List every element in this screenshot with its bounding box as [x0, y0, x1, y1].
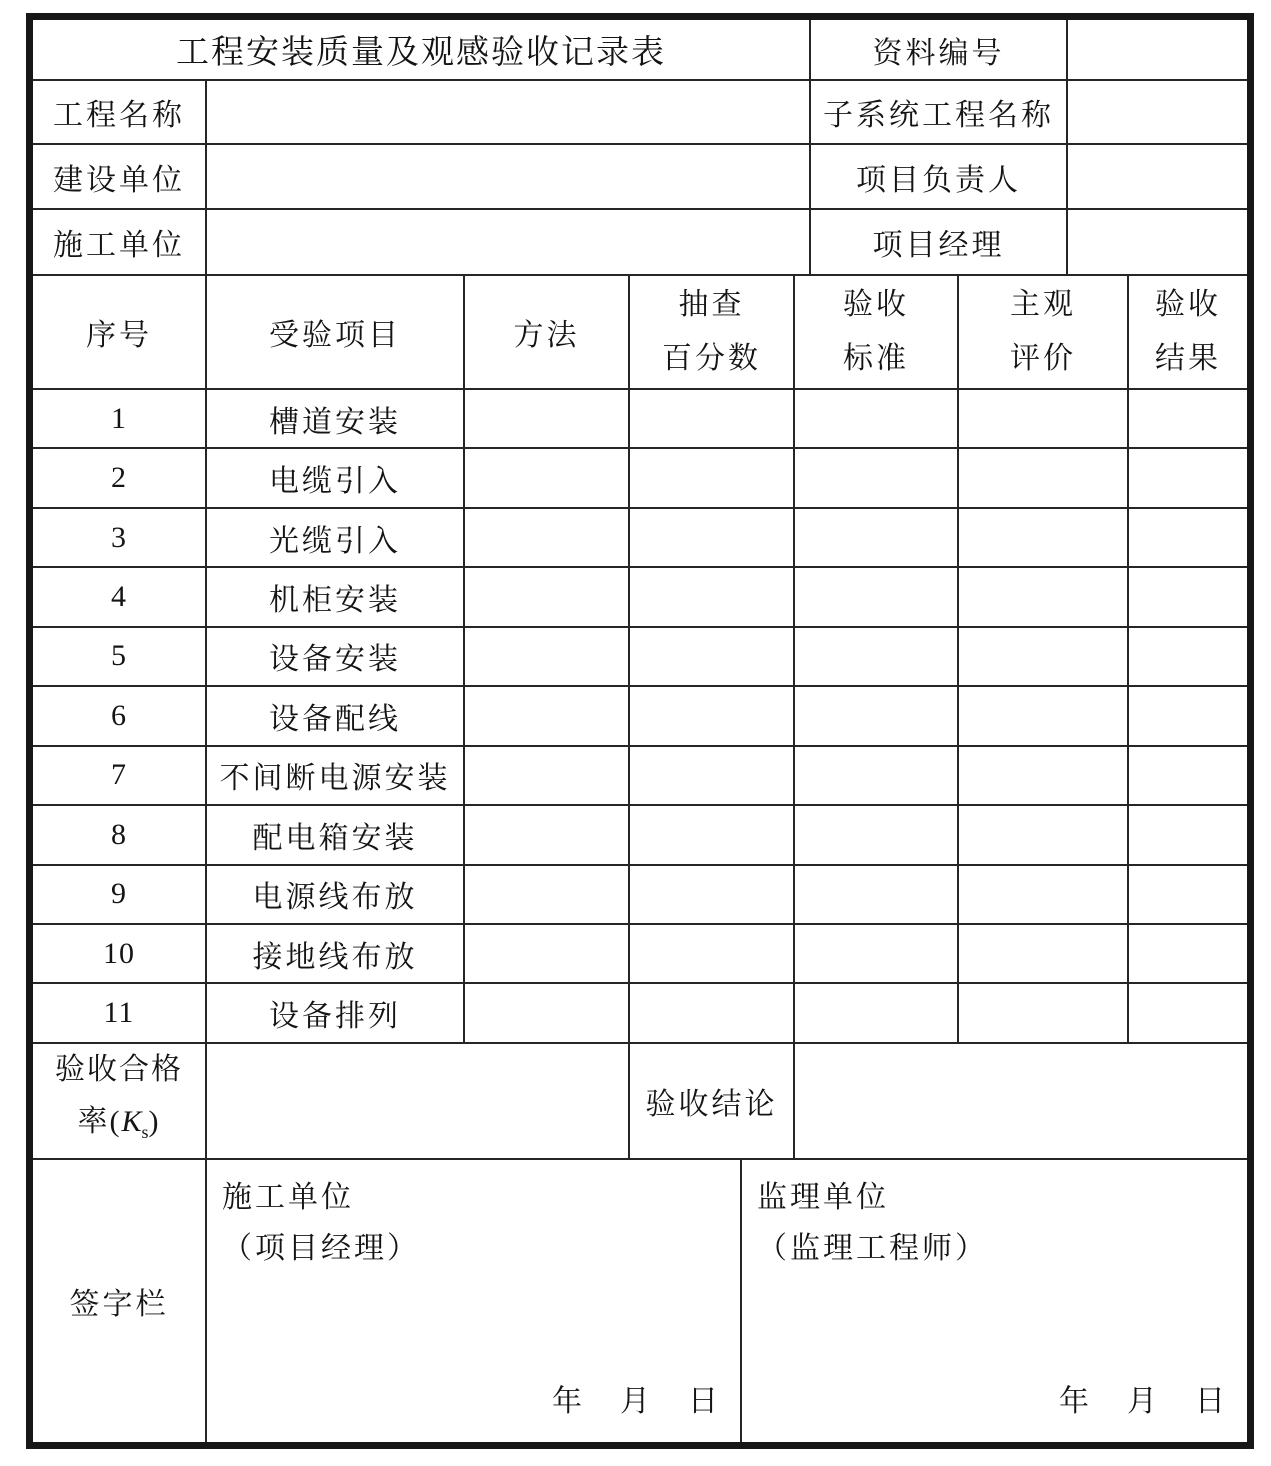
cell-subjective [959, 984, 1127, 1041]
cell-sample-percentage [630, 628, 793, 685]
cell-sample-percentage [630, 806, 793, 863]
cell-subjective [959, 509, 1127, 566]
cell-method [465, 806, 628, 863]
table-row [33, 449, 1247, 506]
cell-criteria [795, 747, 957, 804]
cell-criteria [795, 568, 957, 625]
project-name-label-cell [33, 81, 205, 143]
row-number: 2 [111, 461, 127, 495]
cell-result [1129, 568, 1247, 625]
col-header-subjective: 主观 评价 [959, 276, 1127, 388]
cell-method [465, 925, 628, 982]
table-row [33, 390, 1247, 447]
signature-row [33, 1160, 1247, 1442]
doc-number-label-cell [811, 20, 1066, 79]
cell-criteria [795, 687, 957, 744]
contractor-signature-line1: 施工单位 [222, 1180, 354, 1214]
month-label: 月 [1127, 1385, 1157, 1418]
col-header-criteria: 验收 标准 [795, 276, 957, 388]
row-number: 11 [103, 996, 135, 1030]
pass-rate-label-line1: 验收合格 [55, 1052, 183, 1086]
table-row [33, 984, 1247, 1041]
cell-result [1129, 925, 1247, 982]
cell-result [1129, 449, 1247, 506]
contractor-signature-cell [207, 1160, 740, 1442]
owner-unit-label: 建设单位 [53, 163, 185, 197]
cell-method [465, 568, 628, 625]
col-header-method [465, 276, 628, 388]
project-manager-label-cell [811, 210, 1066, 274]
day-label: 日 [688, 1385, 718, 1418]
supervisor-signature-cell [742, 1160, 1247, 1442]
cell-subjective [959, 806, 1127, 863]
table-row [33, 747, 1247, 804]
supervisor-date-line [1059, 1376, 1225, 1420]
col-header-result: 验收 结果 [1129, 276, 1247, 388]
row-item: 设备排列 [269, 1000, 401, 1034]
row-number: 7 [111, 758, 127, 792]
cell-subjective [959, 747, 1127, 804]
owner-unit-value [207, 145, 809, 208]
signature-label-cell [33, 1160, 205, 1442]
cell-sample-percentage [630, 568, 793, 625]
conclusion-label-cell [630, 1044, 793, 1158]
cell-sample-percentage [630, 509, 793, 566]
supervisor-signature-heading [757, 1172, 988, 1274]
cell-method [465, 984, 628, 1041]
year-label: 年 [1059, 1385, 1089, 1418]
cell-subjective [959, 390, 1127, 447]
table-row [33, 628, 1247, 685]
acceptance-record-form [26, 13, 1254, 1449]
cell-criteria [795, 866, 957, 923]
table-header-row [33, 276, 1247, 388]
contractor-signature-heading [222, 1172, 420, 1274]
project-name-label: 工程名称 [53, 99, 185, 132]
cell-method [465, 866, 628, 923]
form-title: 工程安装质量及观感验收记录表 [176, 35, 666, 71]
project-manager-label: 项目经理 [872, 229, 1005, 262]
project-leader-label-cell [811, 145, 1066, 208]
row-item: 设备安装 [269, 643, 401, 677]
contractor-unit-value [207, 210, 809, 274]
col-header-seq-label: 序号 [86, 319, 152, 352]
table-row [33, 925, 1247, 982]
info-row-owner [33, 145, 1247, 208]
cell-method [465, 687, 628, 744]
month-label: 月 [620, 1385, 650, 1418]
info-row-contractor [33, 210, 1247, 274]
contractor-unit-label: 施工单位 [53, 229, 185, 262]
cell-criteria [795, 390, 957, 447]
pass-rate-label-line2: 率$(K_s)$ [77, 1104, 161, 1142]
cell-result [1129, 687, 1247, 744]
cell-result [1129, 628, 1247, 685]
cell-subjective [959, 866, 1127, 923]
pass-rate-label-cell [33, 1044, 205, 1158]
form-title-cell [33, 20, 809, 79]
supervisor-signature-line2: （监理工程师） [757, 1231, 988, 1265]
project-manager-value [1068, 210, 1247, 274]
row-item: 电缆引入 [269, 465, 401, 499]
col-header-sample-percentage: 抽查 百分数 [630, 276, 793, 388]
info-row-project [33, 81, 1247, 143]
signature-label: 签字栏 [69, 1287, 169, 1321]
title-row [33, 20, 1247, 79]
row-number: 10 [103, 936, 135, 970]
table-row [33, 866, 1247, 923]
row-item: 槽道安装 [269, 405, 401, 439]
cell-result [1129, 509, 1247, 566]
project-leader-label: 项目负责人 [856, 163, 1021, 197]
doc-number-label: 资料编号 [872, 36, 1005, 70]
cell-criteria [795, 984, 957, 1041]
row-number: 3 [111, 520, 127, 554]
owner-unit-label-cell [33, 145, 205, 208]
row-item: 机柜安装 [269, 584, 401, 618]
cell-sample-percentage [630, 866, 793, 923]
row-item: 电源线布放 [252, 881, 418, 915]
project-leader-value [1068, 145, 1247, 208]
supervisor-signature-line1: 监理单位 [757, 1180, 889, 1214]
col-header-item [207, 276, 463, 388]
doc-number-value [1068, 20, 1247, 79]
table-row [33, 568, 1247, 625]
year-label: 年 [552, 1385, 582, 1418]
table-row [33, 806, 1247, 863]
col-header-method-label: 方法 [513, 319, 580, 352]
pass-rate-row [33, 1044, 1247, 1158]
row-item: 配电箱安装 [252, 821, 418, 855]
col-header-item-label: 受验项目 [269, 319, 401, 352]
day-label: 日 [1195, 1385, 1225, 1418]
row-number: 4 [111, 580, 127, 614]
conclusion-value [795, 1044, 1247, 1158]
row-number: 8 [111, 817, 127, 851]
cell-sample-percentage [630, 390, 793, 447]
cell-result [1129, 984, 1247, 1041]
conclusion-label: 验收结论 [645, 1087, 778, 1121]
cell-result [1129, 390, 1247, 447]
cell-subjective [959, 628, 1127, 685]
row-item: 接地线布放 [252, 940, 418, 974]
project-name-value [207, 81, 809, 143]
cell-criteria [795, 449, 957, 506]
cell-sample-percentage [630, 747, 793, 804]
row-number: 1 [111, 401, 127, 435]
cell-subjective [959, 925, 1127, 982]
cell-sample-percentage [630, 925, 793, 982]
row-item: 光缆引入 [269, 524, 401, 558]
cell-method [465, 509, 628, 566]
cell-method [465, 628, 628, 685]
cell-subjective [959, 687, 1127, 744]
ks-symbol: K [121, 1104, 142, 1138]
subsystem-name-value [1068, 81, 1247, 143]
cell-result [1129, 866, 1247, 923]
cell-criteria [795, 925, 957, 982]
cell-method [465, 747, 628, 804]
cell-subjective [959, 449, 1127, 506]
cell-sample-percentage [630, 687, 793, 744]
table-row [33, 509, 1247, 566]
cell-method [465, 390, 628, 447]
cell-result [1129, 806, 1247, 863]
row-item: 不间断电源安装 [219, 762, 451, 796]
row-item: 设备配线 [269, 702, 401, 736]
cell-criteria [795, 509, 957, 566]
cell-criteria [795, 806, 957, 863]
contractor-date-line [552, 1376, 718, 1420]
contractor-unit-label-cell [33, 210, 205, 274]
subsystem-name-label-cell [811, 81, 1066, 143]
cell-subjective [959, 568, 1127, 625]
cell-sample-percentage [630, 984, 793, 1041]
contractor-signature-line2: （项目经理） [222, 1231, 420, 1265]
table-row [33, 687, 1247, 744]
cell-method [465, 449, 628, 506]
col-header-seq [33, 276, 205, 388]
cell-result [1129, 747, 1247, 804]
cell-criteria [795, 628, 957, 685]
pass-rate-value [207, 1044, 628, 1158]
row-number: 9 [111, 877, 127, 911]
cell-sample-percentage [630, 449, 793, 506]
row-number: 5 [111, 639, 127, 673]
subsystem-name-label: 子系统工程名称 [823, 99, 1054, 132]
row-number: 6 [111, 698, 127, 732]
